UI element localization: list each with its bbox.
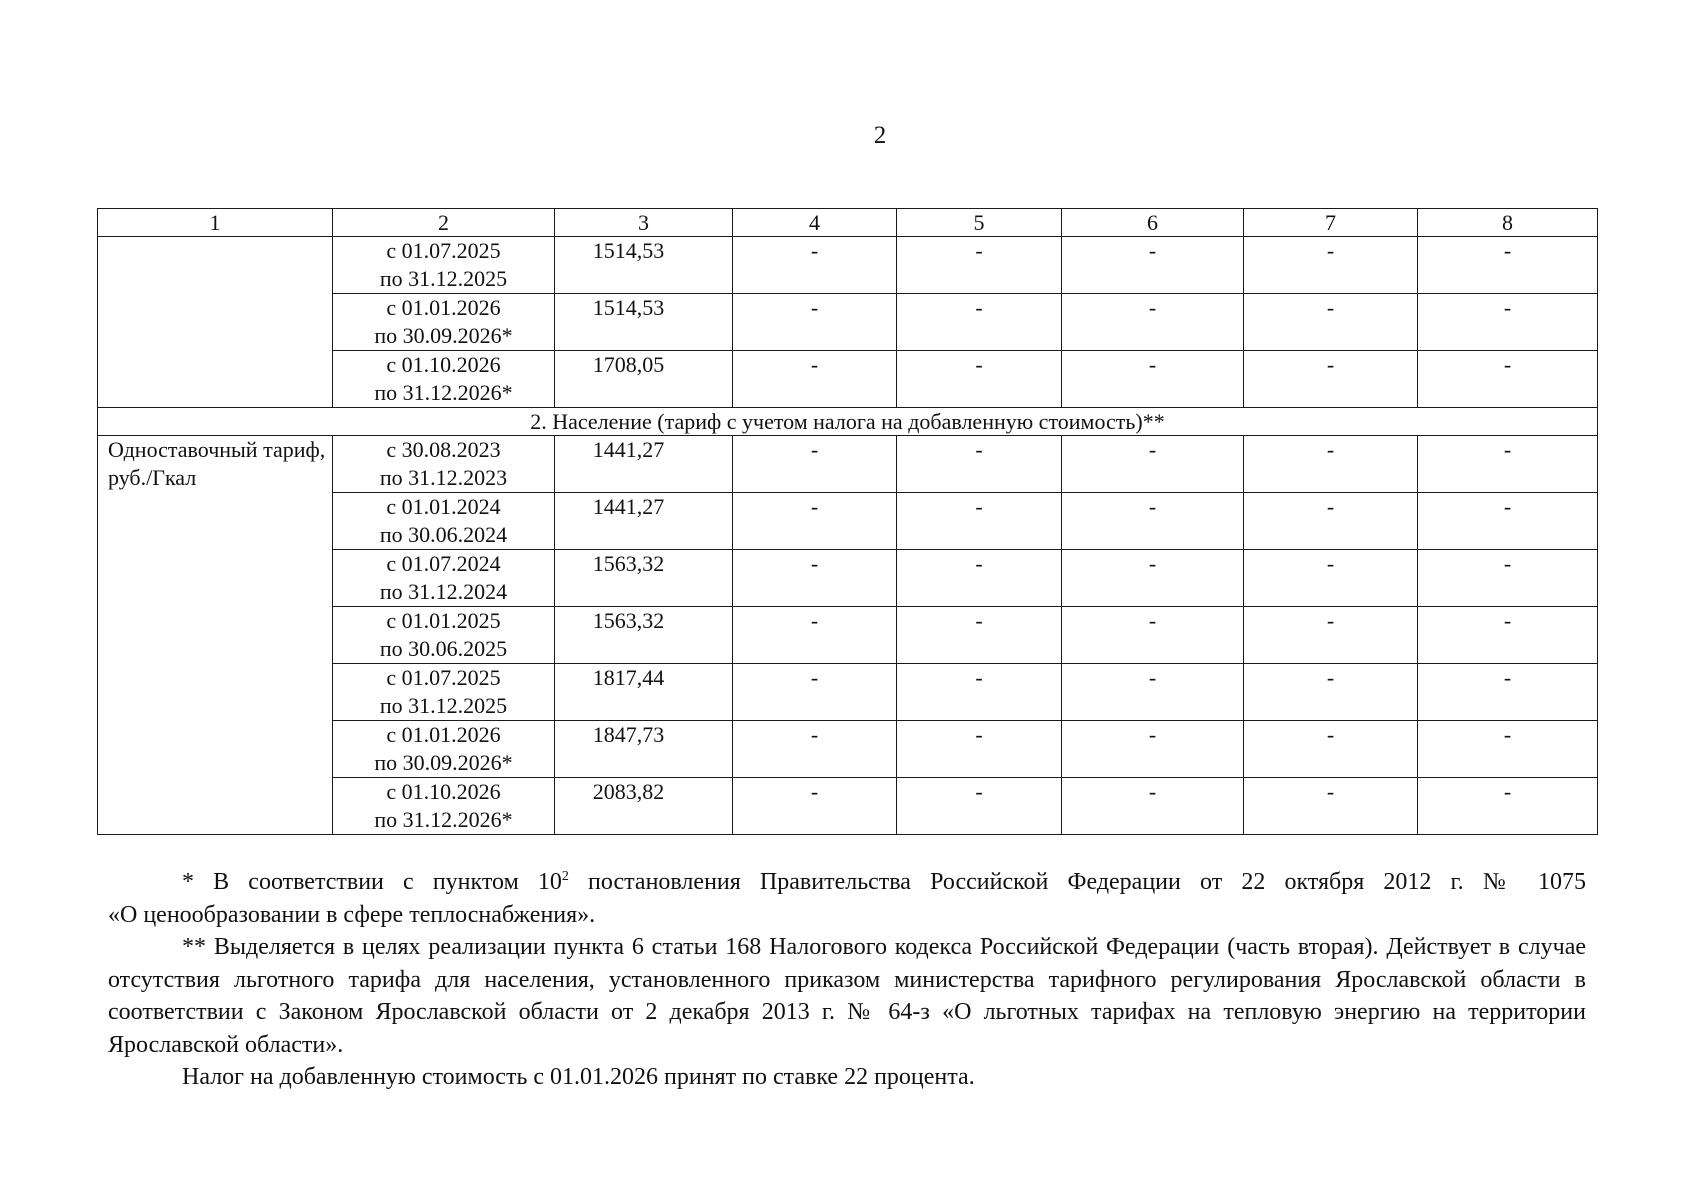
dash-cell: - [897,237,1062,294]
dash-cell: - [1062,550,1244,607]
column-number: 4 [733,209,897,237]
dash-cell: - [1062,294,1244,351]
dash-cell: - [897,607,1062,664]
dash-cell: - [897,778,1062,835]
period-to: по 30.09.2026* [374,323,513,348]
period-to: по 31.12.2024 [379,579,508,604]
period-cell [333,550,555,607]
dash-cell: - [733,778,897,835]
footnote-2: ** Выделяется в целях реализации пункта 6 статьи 168 Налогового кодекса Российской Федерации (часть вторая). Действует в случае отсутствия льготного тарифа для населения, установленного приказом министерства тарифного регулирования Ярославской области в соответствии с Законом Ярославской области от 2 декабря 2013 г. № 64-з «О льготных тарифах на тепловую энергию на территории Ярославской области». [108,934,1586,1058]
dash-cell: - [733,607,897,664]
period-cell [333,351,555,408]
dash-cell: - [1244,436,1418,493]
period-to: по 31.12.2026* [374,807,513,832]
period-from: с 01.10.2026 [386,352,501,377]
column-number: 8 [1418,209,1598,237]
period-from: с 01.07.2025 [386,238,501,263]
period-from: с 01.01.2026 [386,295,501,320]
period-cell [333,721,555,778]
dash-cell: - [1244,778,1418,835]
period-to: по 30.06.2025 [379,636,508,661]
period-from: с 01.01.2024 [386,494,501,519]
dash-cell: - [1244,607,1418,664]
dash-cell: - [733,493,897,550]
dash-cell: - [1418,294,1598,351]
dash-cell: - [1418,664,1598,721]
dash-cell: - [733,664,897,721]
tariff-value-cell: 1847,73 [555,721,733,778]
dash-cell: - [1062,351,1244,408]
footnote-1-line-2: «О ценообразовании в сфере теплоснабжения». [108,901,596,928]
footnote-1 [108,866,1586,899]
tariff-table [97,208,1598,835]
column-number: 6 [1062,209,1244,237]
dash-cell: - [1418,351,1598,408]
dash-cell: - [733,721,897,778]
dash-cell: - [897,351,1062,408]
column-number: 7 [1244,209,1418,237]
period-cell [333,778,555,835]
dash-cell: - [1062,607,1244,664]
tariff-value-cell: 1514,53 [555,294,733,351]
period-to: по 31.12.2026* [374,380,513,405]
footnote-1-text-cont: постановления Правительства Российской Федерации от 22 октября 2012 г. № 1075 [568,869,1586,895]
period-from: с 30.08.2023 [386,437,501,462]
period-to: по 30.09.2026* [374,750,513,775]
footnotes [108,866,1586,1094]
dash-cell: - [1244,493,1418,550]
dash-cell: - [733,294,897,351]
tariff-value-cell: 2083,82 [555,778,733,835]
dash-cell: - [897,493,1062,550]
table-header-row [98,209,1598,237]
dash-cell: - [1418,436,1598,493]
dash-cell: - [1244,550,1418,607]
page-number: 2 [873,122,887,149]
table-row [98,237,1598,294]
period-from: с 01.01.2025 [386,608,501,633]
dash-cell: - [1244,664,1418,721]
dash-cell: - [897,294,1062,351]
dash-cell: - [1418,778,1598,835]
tariff-value-cell: 1563,32 [555,607,733,664]
period-cell [333,294,555,351]
period-from: с 01.07.2024 [386,551,501,576]
tariff-value-cell: 1817,44 [555,664,733,721]
dash-cell: - [1418,721,1598,778]
dash-cell: - [1062,237,1244,294]
period-to: по 31.12.2025 [379,266,508,291]
period-from: с 01.07.2025 [386,665,501,690]
dash-cell: - [1418,607,1598,664]
dash-cell: - [897,436,1062,493]
dash-cell: - [897,664,1062,721]
parameter-cell: Одноставочный тариф, руб./Гкал [98,436,333,835]
column-number: 1 [98,209,333,237]
period-to: по 30.06.2024 [379,522,508,547]
tariff-value-cell: 1441,27 [555,436,733,493]
dash-cell: - [1062,436,1244,493]
period-cell [333,493,555,550]
dash-cell: - [1244,237,1418,294]
dash-cell: - [733,550,897,607]
tariff-value-cell: 1708,05 [555,351,733,408]
period-cell [333,607,555,664]
dash-cell: - [1244,351,1418,408]
dash-cell: - [733,237,897,294]
tariff-value-cell: 1441,27 [555,493,733,550]
period-to: по 31.12.2025 [379,693,508,718]
tariff-value-cell: 1514,53 [555,237,733,294]
period-from: с 01.10.2026 [386,779,501,804]
dash-cell: - [1062,721,1244,778]
dash-cell: - [1244,294,1418,351]
section-title: 2. Население (тариф с учетом налога на добавленную стоимость)** [98,408,1598,436]
footnote-3: Налог на добавленную стоимость с 01.01.2026 принят по ставке 22 процента. [182,1064,975,1090]
section-row [98,408,1598,436]
dash-cell: - [1062,664,1244,721]
column-number: 2 [333,209,555,237]
period-cell [333,436,555,493]
tariff-value-cell: 1563,32 [555,550,733,607]
footnote-1-superscript: 2 [561,869,569,884]
period-cell [333,664,555,721]
dash-cell: - [1418,493,1598,550]
dash-cell: - [1418,237,1598,294]
footnote-1-text: * В соответствии с пунктом 10 [182,869,562,895]
parameter-cell-empty [98,237,333,408]
dash-cell: - [1418,550,1598,607]
period-from: с 01.01.2026 [386,722,501,747]
period-to: по 31.12.2023 [379,465,508,490]
period-cell [333,237,555,294]
table-row [98,436,1598,493]
dash-cell: - [1244,721,1418,778]
column-number: 3 [555,209,733,237]
dash-cell: - [733,436,897,493]
dash-cell: - [897,721,1062,778]
dash-cell: - [733,351,897,408]
dash-cell: - [897,550,1062,607]
dash-cell: - [1062,493,1244,550]
column-number: 5 [897,209,1062,237]
dash-cell: - [1062,778,1244,835]
